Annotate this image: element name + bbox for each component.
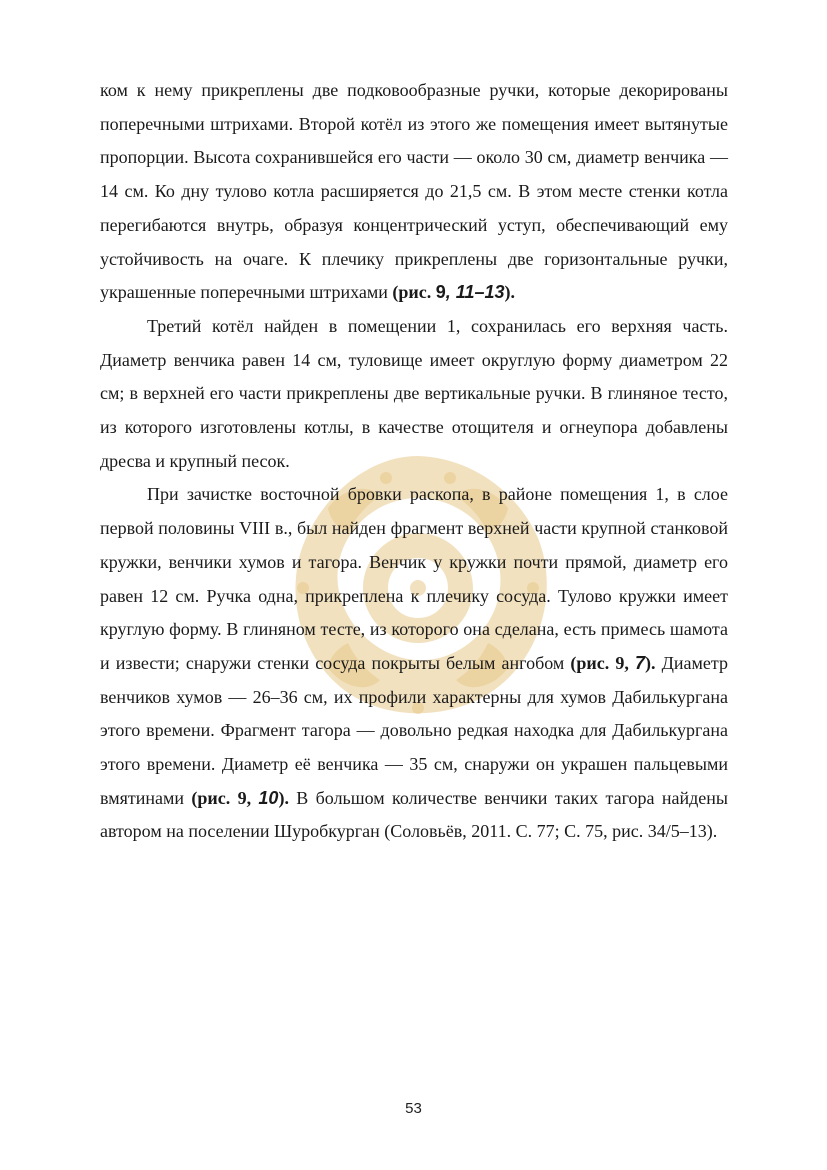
page-number: 53 <box>405 1100 422 1117</box>
figure-reference-open: (рис. 9, <box>191 787 259 808</box>
figure-reference-close: ). <box>645 652 656 673</box>
paragraph-text: В большом количестве венчики таких тагора найдены автором на поселении Шуробкурган (Соловьёв, 2011. С. 77; С. 75, рис. 34/5–13). <box>100 787 728 842</box>
figure-reference-number: 9 <box>435 282 446 303</box>
figure-reference-open: (рис. <box>392 282 432 303</box>
figure-reference-items: 7 <box>635 652 646 673</box>
figure-reference-close: ). <box>504 282 516 303</box>
body-text <box>100 74 728 849</box>
paragraph-text: При зачистке восточной бровки раскопа, в районе помещения 1, в слое первой половины VIII в., был найден фрагмент верхней части крупной станковой кружки, венчики хумов и тагора. Венчик у кружки почти прямой, диаметр его равен 12 см. Ручка одна, прикреплена к плечику сосуда. Тулово кружки имеет круглую форму. В глиняном тесте, из которого она сделана, есть примесь шамота и извести; снаружи стенки сосуда покрыты белым ангобом <box>100 484 728 673</box>
figure-reference <box>570 653 655 673</box>
figure-reference-open: (рис. 9, <box>570 652 635 673</box>
figure-reference-items: 10 <box>258 787 279 808</box>
paragraph-text: ком к нему прикреплены две подковообразные ручки, которые декорированы поперечными штрихами. Второй котёл из этого же помещения имеет вытянутые пропорции. Высота сохранившейся его части — около 30 см, диаметр венчика — 14 см. Ко дну тулово котла расширяется до 21,5 см. В этом месте стенки котла перегибаются внутрь, образуя концентрический уступ, обеспечивающий ему устойчивость на очаге. К плечику прикреплены две горизонтальные ручки, украшенные поперечными штрихами <box>100 80 728 303</box>
figure-reference-items: , 11–13 <box>445 282 505 303</box>
paragraph <box>100 74 728 310</box>
paragraph <box>100 478 728 849</box>
figure-reference <box>191 788 289 808</box>
figure-reference <box>392 282 515 302</box>
figure-reference-close: ). <box>278 787 289 808</box>
paragraph-text: Диаметр венчиков хумов — 26–36 см, их профили характерны для хумов Дабилькургана этого времени. Фрагмент тагора — довольно редкая находка для Дабилькургана этого времени. Диаметр её венчика — 35 см, снаружи он украшен пальцевыми вмятинами <box>100 652 728 808</box>
paragraph-text: Третий котёл найден в помещении 1, сохранилась его верхняя часть. Диаметр венчика равен 14 см, туловище имеет округлую форму диаметром 22 см; в верхней его части прикреплены две вертикальные ручки. В глиняное тесто, из которого изготовлены котлы, в качестве отощителя и огнеупора добавлены дресва и крупный песок. <box>100 315 728 471</box>
paragraph <box>100 310 728 479</box>
